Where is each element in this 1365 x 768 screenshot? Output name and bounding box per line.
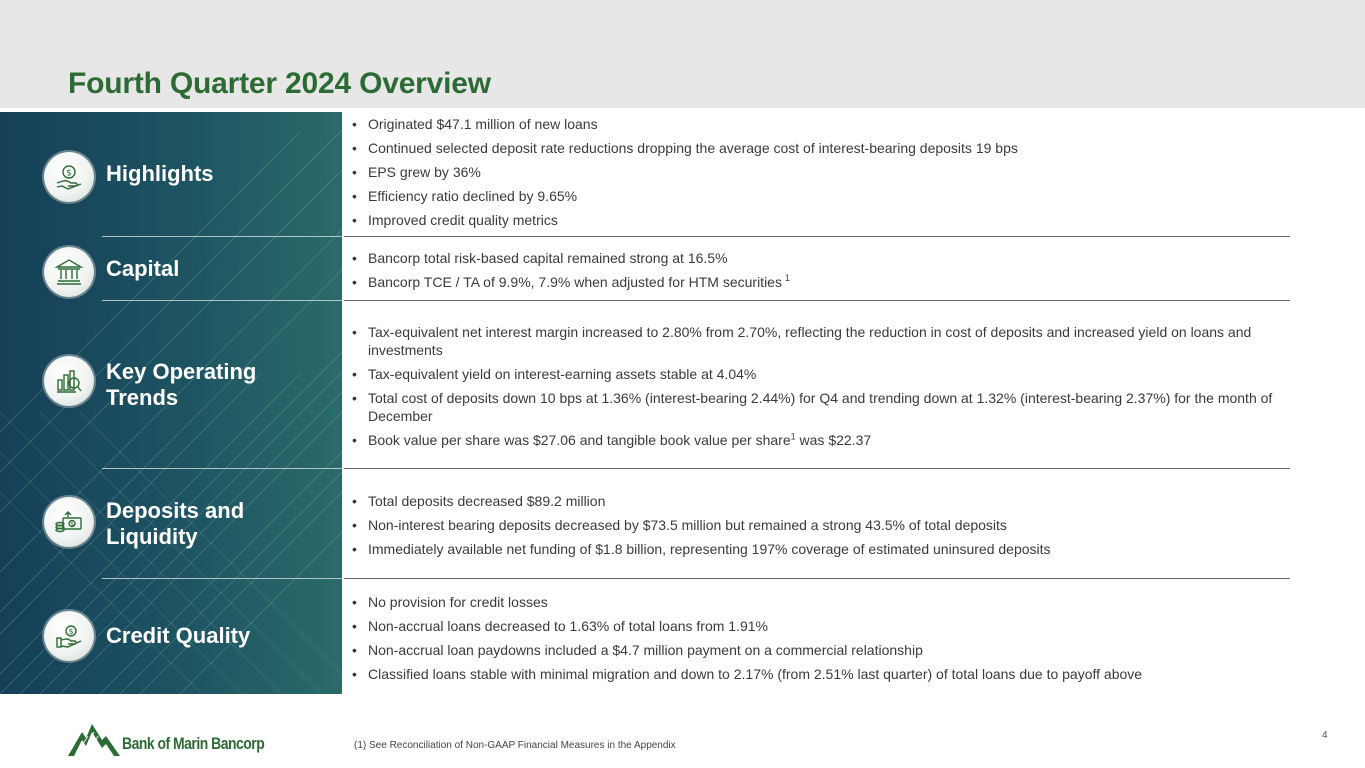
section-label-highlights: Highlights [106,161,214,186]
key-operating-trends-bullets [350,323,1290,455]
hand-coin-icon [44,611,94,661]
list-item: • Efficiency ratio declined by 9.65% [350,187,1290,205]
list-item: • Originated $47.1 million of new loans [350,115,1290,133]
left-divider [102,236,342,237]
list-item: • Tax-equivalent net interest margin increased to 2.80% from 2.70%, reflecting the reduction in cost of deposits and increased yield on loans and investments [350,323,1290,359]
svg-text:$: $ [70,521,74,528]
credit-quality-bullets [350,593,1290,689]
svg-text:$: $ [66,168,72,179]
section-label-line: Deposits and [106,498,245,523]
list-item: • Immediately available net funding of $1.8 billion, representing 197% coverage of estimated uninsured deposits [350,540,1290,558]
list-item: • Non-interest bearing deposits decreased by $73.5 million but remained a strong 43.5% of total deposits [350,516,1290,534]
list-item: • Improved credit quality metrics [350,211,1290,229]
list-item: • Total cost of deposits down 10 bps at 1.36% (interest-bearing 2.44%) for Q4 and trending down at 1.32% (interest-bearing 2.37%) for the month of December [350,389,1290,425]
section-label-capital: Capital [106,256,180,281]
footnote: (1) See Reconciliation of Non-GAAP Financial Measures in the Appendix [354,740,676,751]
section-divider [344,236,1290,237]
list-item: • Tax-equivalent yield on interest-earning assets stable at 4.04% [350,365,1290,383]
section-label-deposits-liquidity [106,498,326,550]
list-item [350,273,1290,291]
list-item: • Non-accrual loans decreased to 1.63% of total loans from 1.91% [350,617,1290,635]
bank-building-icon [44,247,94,297]
hand-money-icon [44,152,94,202]
left-divider [102,300,342,301]
list-item: • Non-accrual loan paydowns included a $4.7 million payment on a commercial relationship [350,641,1290,659]
svg-text:$: $ [68,627,74,636]
list-item: • Classified loans stable with minimal migration and down to 2.17% (from 2.51% last quarter) of total loans due to payoff above [350,665,1290,683]
cash-coins-icon [44,497,94,547]
list-item: • Bancorp total risk-based capital remained strong at 16.5% [350,249,1290,267]
section-label-line: Trends [106,385,179,410]
list-item: • No provision for credit losses [350,593,1290,611]
left-divider [102,578,342,579]
section-label-line: Liquidity [106,524,198,549]
chart-magnifier-icon [44,356,94,406]
list-item [350,431,1290,449]
company-logo [68,718,295,756]
mountain-logo-icon [68,718,120,756]
logo-text: Bank of Marin Bancorp [122,734,265,753]
page-number: 4 [1322,730,1328,741]
list-item: • Continued selected deposit rate reductions dropping the average cost of interest-bearing deposits 19 bps [350,139,1290,157]
deposits-liquidity-bullets [350,492,1290,564]
left-divider [102,468,342,469]
section-divider [344,578,1290,579]
highlights-bullets [350,115,1290,235]
section-label-credit-quality: Credit Quality [106,623,251,648]
list-item-text: was $22.37 [795,432,872,448]
list-item: • Total deposits decreased $89.2 million [350,492,1290,510]
list-item-text: Book value per share was $27.06 and tangible book value per share [368,432,791,448]
footnote-marker: 1 [790,431,796,442]
page-title: Fourth Quarter 2024 Overview [68,67,491,100]
section-divider [344,300,1290,301]
footnote-marker: 1 [784,273,790,284]
list-item: • EPS grew by 36% [350,163,1290,181]
section-label-key-operating-trends [106,359,326,411]
list-item-text: Bancorp TCE / TA of 9.9%, 7.9% when adjusted for HTM securities [368,274,782,290]
capital-bullets [350,249,1290,297]
section-label-line: Key Operating [106,359,257,384]
section-divider [344,468,1290,469]
